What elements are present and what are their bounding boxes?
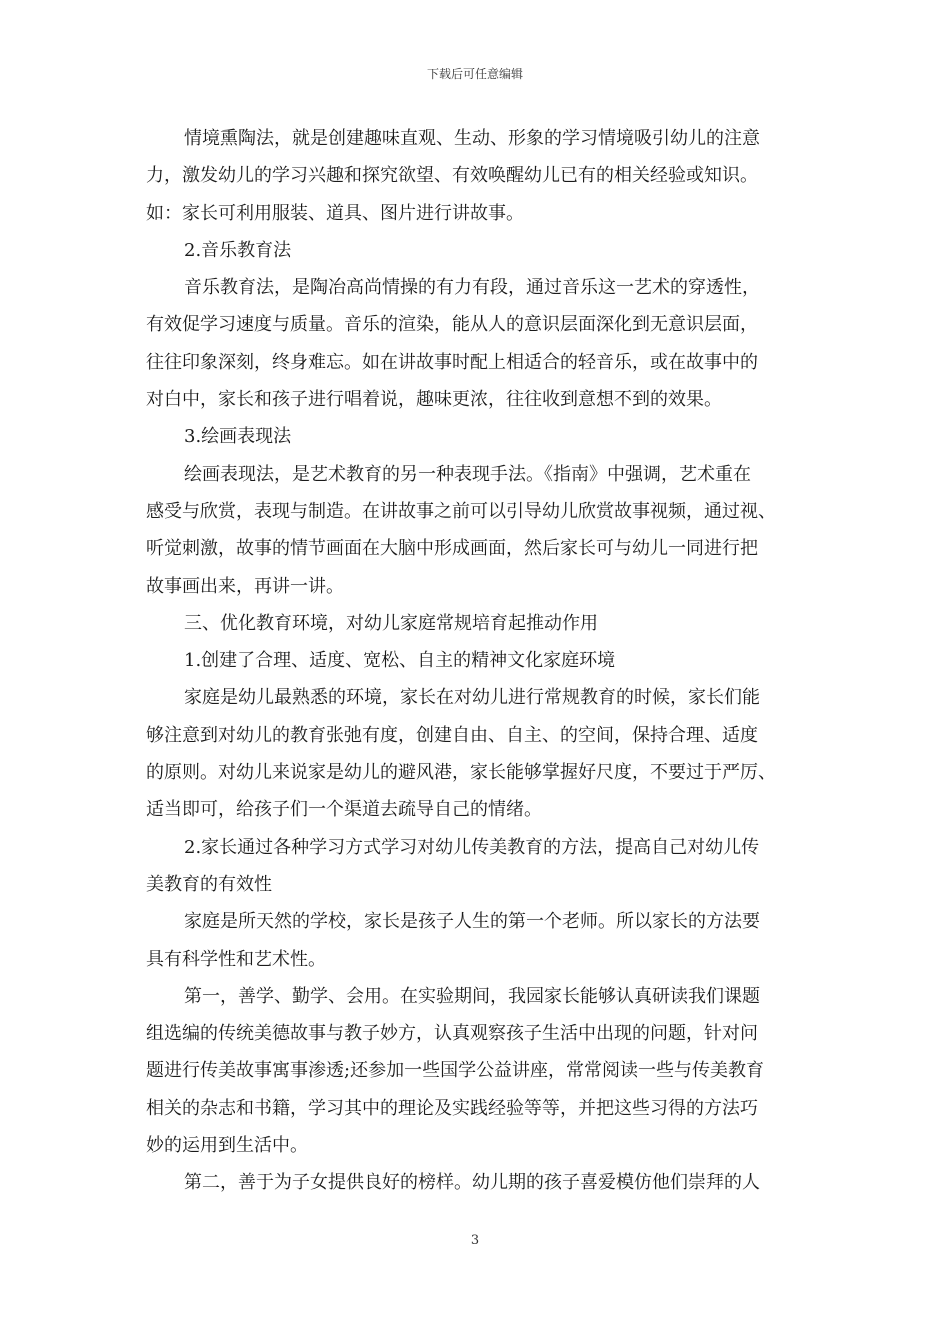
text-line: 的原则。对幼儿来说家是幼儿的避风港，家长能够掌握好尺度，不要过于严厉、 xyxy=(146,762,776,784)
page-header: 下载后可任意编辑 xyxy=(426,67,523,81)
text-line: 往往印象深刻，终身难忘。如在讲故事时配上相适合的轻音乐，或在故事中的 xyxy=(146,351,758,373)
text-line: 家庭是幼儿最熟悉的环境，家长在对幼儿进行常规教育的时候，家长们能 xyxy=(184,687,760,709)
document-body xyxy=(146,120,812,1202)
text-line: 绘画表现法，是艺术教育的另一种表现手法。《指南》中强调，艺术重在 xyxy=(184,463,751,485)
text-line: 1.创建了合理、适度、宽松、自主的精神文化家庭环境 xyxy=(184,650,616,672)
text-line: 音乐教育法，是陶冶高尚情操的有力有段，通过音乐这一艺术的穿透性， xyxy=(184,277,760,299)
text-line: 2.音乐教育法 xyxy=(184,239,292,261)
text-line: 三、优化教育环境，对幼儿家庭常规培育起推动作用 xyxy=(184,612,598,634)
text-line: 听觉刺激，故事的情节画面在大脑中形成画面，然后家长可与幼儿一同进行把 xyxy=(146,538,758,560)
text-line: 有效促学习速度与质量。音乐的渲染，能从人的意识层面深化到无意识层面， xyxy=(146,314,758,336)
text-line: 对白中，家长和孩子进行唱着说，趣味更浓，往往收到意想不到的效果。 xyxy=(146,389,722,411)
text-line: 第二，善于为子女提供良好的榜样。幼儿期的孩子喜爱模仿他们崇拜的人 xyxy=(184,1172,760,1194)
text-line: 力，激发幼儿的学习兴趣和探究欲望、有效唤醒幼儿已有的相关经验或知识。 xyxy=(146,165,758,187)
text-line: 第一，善学、勤学、会用。在实验期间，我园家长能够认真研读我们课题 xyxy=(184,985,760,1007)
text-line: 具有科学性和艺术性。 xyxy=(146,948,326,970)
text-line: 2.家长通过各种学习方式学习对幼儿传美教育的方法，提高自己对幼儿传 xyxy=(184,836,760,858)
text-line: 3.绘画表现法 xyxy=(184,426,292,448)
page-number: 3 xyxy=(470,1233,480,1248)
text-line: 情境熏陶法，就是创建趣味直观、生动、形象的学习情境吸引幼儿的注意 xyxy=(184,128,760,149)
text-line: 适当即可，给孩子们一个渠道去疏导自己的情绪。 xyxy=(146,799,542,821)
text-line: 如：家长可利用服装、道具、图片进行讲故事。 xyxy=(146,202,524,224)
text-line: 美教育的有效性 xyxy=(146,873,272,895)
text-line: 够注意到对幼儿的教育张弛有度，创建自由、自主、的空间，保持合理、适度 xyxy=(146,724,758,746)
text-line: 故事画出来，再讲一讲。 xyxy=(146,575,344,597)
text-line: 妙的运用到生活中。 xyxy=(146,1135,308,1157)
text-line: 相关的杂志和书籍，学习其中的理论及实践经验等等，并把这些习得的方法巧 xyxy=(146,1097,758,1119)
text-line: 家庭是所天然的学校，家长是孩子人生的第一个老师。所以家长的方法要 xyxy=(184,911,760,933)
text-line: 感受与欣赏，表现与制造。在讲故事之前可以引导幼儿欣赏故事视频，通过视、 xyxy=(146,500,776,522)
text-line: 组选编的传统美德故事与教子妙方，认真观察孩子生活中出现的问题，针对问 xyxy=(146,1023,758,1045)
text-line: 题进行传美故事寓事渗透;还参加一些国学公益讲座，常常阅读一些与传美教育 xyxy=(146,1060,765,1082)
